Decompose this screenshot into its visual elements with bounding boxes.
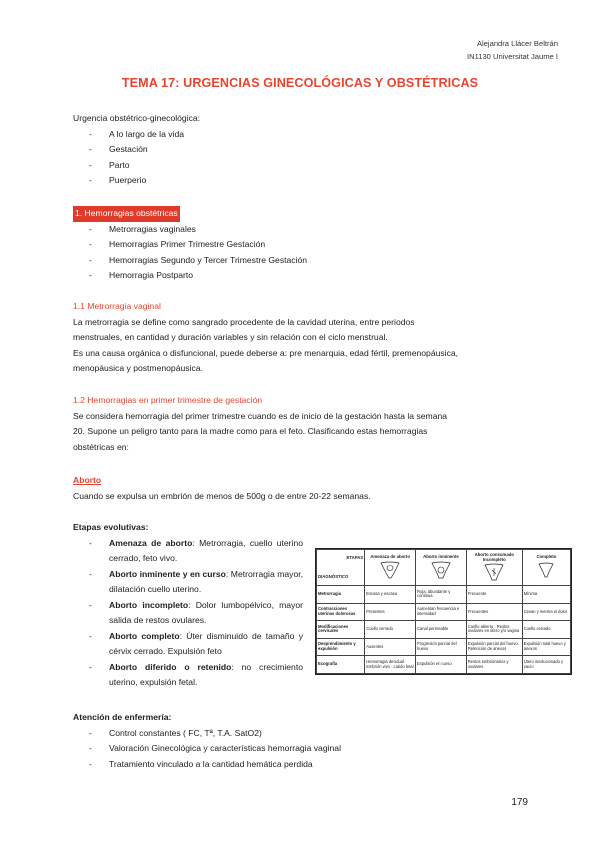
uterus-icon [483,562,505,582]
paragraph-line: menopáusica y postmenopáusica. [73,363,203,373]
list-item: - Tratamiento vinculado a la cantidad hemática perdida [73,757,341,773]
intro-block [73,111,200,189]
col-label: Amenaza de aborto [370,554,410,560]
row-label: Metrorragia [317,586,365,604]
table-cell: Restos embrionarios y ovulares [466,656,522,674]
table-cell: Ausentes [365,638,416,656]
etapa-term: Aborto inminente y en curso [109,568,226,579]
section1-block [73,206,307,284]
paragraph-line: menstruales, en cantidad y duración variables y sin relación con el ciclo menstrual. [73,332,388,342]
table-cell: Cesan y merma el dolor [522,603,570,621]
aborto-definition: Cuando se expulsa un embrión de menos de 500g o de entre 20-22 semanas. [73,490,371,501]
header-institution: IN1130 Universitat Jaume I [466,52,558,61]
row-label: Contracciones uterinas dolorosas [317,603,365,621]
table-cell: Cuello abierto · Restos ovulares en útero y/o vagina [466,621,522,639]
row-label: Ecografía [317,656,365,674]
aborto-block [73,473,371,504]
table-cell: Hemorragia decidual · Embrión vivo · Latido fetal [365,656,416,674]
sub12-block [73,393,447,455]
table-cell: Cuello cerrado [522,621,570,639]
table-cell: Expulsión total huevo y anexos [522,638,570,656]
section1-list [73,222,307,284]
list-item [73,536,303,567]
etapas-list [73,536,313,691]
list-item [73,598,303,629]
etapa-term: Aborto incompleto [109,599,189,610]
uterus-icon [379,560,401,580]
table-corner [317,550,365,586]
etapas-block [73,520,313,691]
list-item: - Puerperio [73,173,200,189]
uterus-icon [430,560,452,580]
etapa-text: : Dolor lumbopélvico, mayor salida de restos ovulares. [109,599,303,625]
corner-bottom: DIAGNÓSTICO [318,573,349,579]
table-cell: Expulsión en curso [416,656,467,674]
table-col-header [416,550,467,586]
list-item [73,567,303,598]
list-item: - Hemorragias Primer Trimestre Gestación [73,237,307,253]
paragraph-line: Es una causa orgánica o disfuncional, puede deberse a: pre menarquia, edad fértil, premenopáusica, [73,347,459,358]
col-label: Aborto inminente [423,554,459,560]
etapa-term: Amenaza de aborto [109,537,193,548]
col-label: Aborto consumado Incompleto [474,551,514,562]
atencion-block [73,710,341,772]
etapa-text: : Úter disminuido de tamaño y cérvix cerrado. Expulsión feto [109,630,303,656]
atencion-heading: Atención de enfermería: [73,712,172,722]
etapas-heading: Etapas evolutivas: [73,522,149,532]
page-title: TEMA 17: URGENCIAS GINECOLÓGICAS Y OBSTÉTRICAS [121,76,479,90]
etapa-text: : no crecimiento uterino, expulsión fetal. [109,661,303,687]
table-cell: Presentes [365,603,416,621]
sub11-heading: 1.1 Metrorragia vaginal [73,301,161,311]
atencion-list [73,726,341,773]
intro-list [73,127,200,189]
list-item: - Metrorragias vaginales [73,222,307,238]
paragraph-line: 20. Supone un peligro tanto para la madre como para el feto. Clasificando estas hemorragias [73,426,428,436]
aborto-heading: Aborto [73,475,102,485]
table-cell: Escasa y escasa [365,586,416,604]
paragraph-line: obstétricas en: [73,441,129,452]
sub12-heading: 1.2 Hemorragias en primer trimestre de gestación [73,395,263,405]
table-cell: Aumentan frecuencia e intensidad [416,603,467,621]
table-col-header [466,550,522,586]
table-col-header [522,550,570,586]
table-cell: Canal permeable [416,621,467,639]
col-label: Completo [536,554,557,560]
sub11-block [73,299,458,377]
etapa-term: Aborto diferido o retenido [109,661,232,672]
list-item: - Hemorragias Segundo y Tercer Trimestre Gestación [73,253,307,269]
list-item [73,629,303,660]
row-label: Modificaciones cervicales [317,621,365,639]
table-cell: Frecuente [466,586,522,604]
list-item: - A lo largo de la vida [73,127,200,143]
list-item: - Gestación [73,142,200,158]
row-label: Desprendimiento y expulsión [317,638,365,656]
table-cell: Cuello cerrado [365,621,416,639]
page-header [467,37,558,63]
table-cell: Útero involucionado y vacío [522,656,570,674]
table-cell: Expulsión parcial del huevo. Retención de anexos [466,638,522,656]
etapa-text: : Metrorragia mayor, dilatación cuello uterino. [109,568,303,594]
paragraph-line: La metrorragia se define como sangrado procedente de la cavidad uterina, entre periodos [73,316,415,327]
table-cell: Mínima [522,586,570,604]
aborto-stages-table [315,548,572,675]
paragraph-line: Se considera hemorragia del primer trimestre cuando es de inicio de la gestación hasta la semana [73,410,448,421]
table-cell: Frecuentes [466,603,522,621]
etapa-term: Aborto completo [109,630,180,641]
header-author: Alejandra Llácer Beltrán [476,39,558,48]
list-item: - Hemorragia Postparto [73,268,307,284]
list-item: - Parto [73,158,200,174]
uterus-icon [535,560,557,580]
table-col-header [365,550,416,586]
list-item: - Control constantes ( FC, Tª, T.A. SatO2) [73,726,341,742]
section1-heading: 1. Hemorragias obstétricas [73,206,180,222]
corner-top: ETAPAS [346,554,364,560]
intro-label: Urgencia obstétrico-ginecológica: [73,113,201,123]
page-number: 179 [511,797,528,808]
etapa-text: : Metrorragia, cuello uterino cerrado, feto vivo. [109,537,304,563]
list-item: - Valoración Ginecológica y características hemorragia vaginal [73,741,341,757]
list-item [73,660,303,691]
table-cell: Progresión parcial del huevo [416,638,467,656]
table-cell: Roja, abundante y continua [416,586,467,604]
